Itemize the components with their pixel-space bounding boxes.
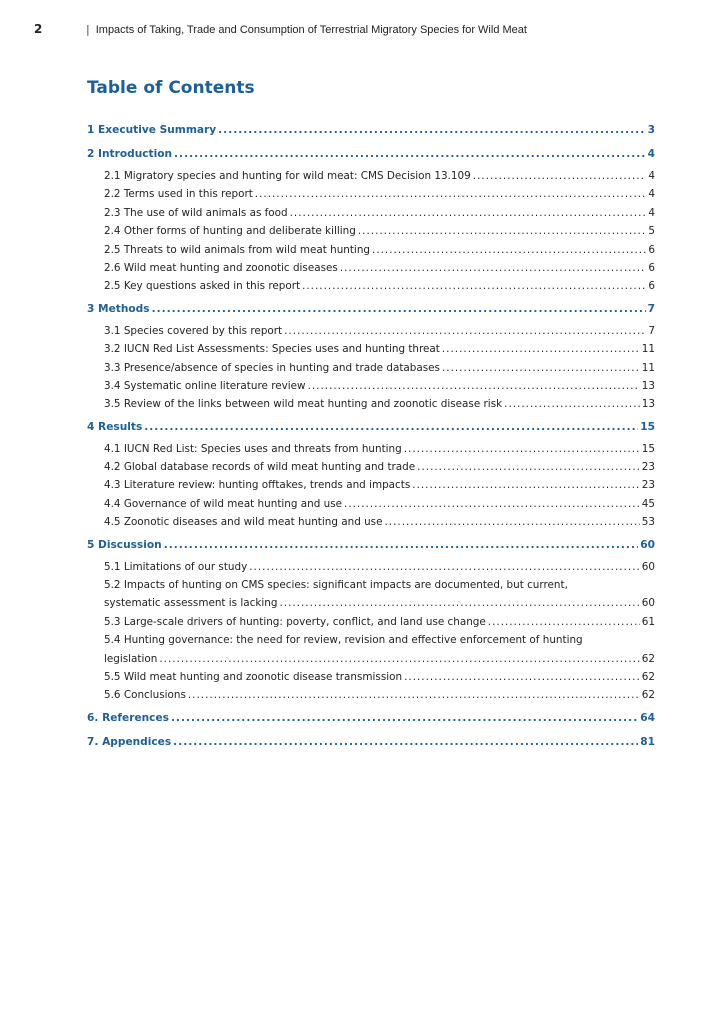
toc-subsection-list <box>87 167 655 296</box>
dot-leader <box>412 476 640 494</box>
page-number: 2 <box>34 22 43 36</box>
toc-subsection-entry[interactable] <box>87 558 655 576</box>
toc-section-heading[interactable] <box>87 121 655 145</box>
toc-entry-label: 4.4 Governance of wild meat hunting and use <box>104 497 343 510</box>
toc-page-number: 6 <box>648 261 655 274</box>
dot-leader <box>249 558 640 576</box>
dot-leader <box>159 650 639 668</box>
toc-page-number: 11 <box>641 343 655 356</box>
toc-entry-label: 3.4 Systematic online literature review <box>104 379 306 392</box>
toc-entry-label: 3.3 Presence/absence of species in hunting and trade databases <box>104 361 440 374</box>
toc-entry-label: 1 Executive Summary <box>87 124 217 136</box>
toc-subsection-entry[interactable] <box>87 259 655 277</box>
toc-entry-label: 5.6 Conclusions <box>104 689 186 702</box>
dot-leader <box>417 458 640 476</box>
toc-page-number: 62 <box>641 670 655 683</box>
toc-subsection-entry[interactable] <box>87 668 655 686</box>
dot-leader <box>218 121 645 139</box>
toc-subsection-entry[interactable] <box>87 476 655 494</box>
toc-entry-label: legislation <box>104 652 158 665</box>
toc-entry-label: 2.5 Threats to wild animals from wild meat hunting <box>104 243 371 256</box>
toc-page-number: 6 <box>648 280 655 293</box>
toc-subsection-entry[interactable] <box>87 613 655 631</box>
dot-leader <box>384 513 639 531</box>
toc-page-number: 15 <box>641 442 655 455</box>
toc-entry-label: 7. Appendices <box>87 735 172 748</box>
toc-section-heading[interactable] <box>87 733 655 757</box>
toc-page-number: 64 <box>640 711 655 724</box>
toc-entry-label: 5.2 Impacts of hunting on CMS species: significant impacts are documented, but current, <box>104 579 568 592</box>
toc-subsection-entry[interactable] <box>87 631 655 649</box>
toc-page-number: 62 <box>641 652 655 665</box>
dot-leader <box>255 185 647 203</box>
toc-subsection-entry[interactable] <box>87 277 655 295</box>
toc-subsection-entry[interactable] <box>87 340 655 358</box>
toc-page-number: 45 <box>641 497 655 510</box>
toc-subsection-entry[interactable] <box>87 495 655 513</box>
toc-subsection-entry[interactable] <box>87 395 655 413</box>
toc-page-number: 4 <box>648 206 655 219</box>
running-title: Impacts of Taking, Trade and Consumption of Terrestrial Migratory Species for Wild Meat <box>95 24 527 36</box>
toc-subsection-entry[interactable] <box>87 513 655 531</box>
toc-entry-label: 4 Results <box>87 420 143 433</box>
dot-leader <box>340 259 647 277</box>
dot-leader <box>488 613 640 631</box>
toc-entry-label: 2.4 Other forms of hunting and deliberate killing <box>104 225 356 238</box>
toc-section-heading[interactable] <box>87 300 655 324</box>
toc-subsection-entry[interactable] <box>87 576 655 594</box>
toc-subsection-entry[interactable] <box>87 440 655 458</box>
toc-subsection-entry[interactable] <box>87 686 655 704</box>
toc-page-number: 53 <box>641 516 655 529</box>
toc-entry-label: 5 Discussion <box>87 538 162 551</box>
dot-leader <box>152 300 646 318</box>
toc-page-number: 4 <box>648 188 655 201</box>
dot-leader <box>171 709 638 727</box>
toc-entry-label: 4.3 Literature review: hunting offtakes, trends and impacts <box>104 479 411 492</box>
toc-page-number: 13 <box>641 398 655 411</box>
toc-subsection-entry[interactable] <box>87 185 655 203</box>
dot-leader <box>144 418 638 436</box>
dot-leader <box>279 594 639 612</box>
toc-subsection-entry[interactable] <box>87 204 655 222</box>
toc-page-number: 4 <box>647 148 655 160</box>
toc-page-number: 3 <box>647 124 655 136</box>
dot-leader <box>188 686 640 704</box>
toc-entry-label: 2.3 The use of wild animals as food <box>104 206 288 219</box>
toc-entry-label: 5.3 Large-scale drivers of hunting: poverty, conflict, and land use change <box>104 615 486 628</box>
toc-entry-label: 2.6 Wild meat hunting and zoonotic diseases <box>104 261 338 274</box>
toc-entry-label: 5.5 Wild meat hunting and zoonotic disease transmission <box>104 670 403 683</box>
toc-page-number: 23 <box>641 479 655 492</box>
toc-entry-label: 6. References <box>87 711 169 724</box>
toc-entry-label: 4.2 Global database records of wild meat hunting and trade <box>104 461 416 474</box>
toc-entry-label: 3.5 Review of the links between wild meat hunting and zoonotic disease risk <box>104 398 503 411</box>
dot-leader <box>504 395 640 413</box>
toc-section-heading[interactable] <box>87 536 655 560</box>
toc-page-number: 61 <box>641 615 655 628</box>
table-of-contents <box>87 121 655 757</box>
toc-page-number: 5 <box>648 225 655 238</box>
toc-entry-label: 2.5 Key questions asked in this report <box>104 280 301 293</box>
toc-entry-label: 4.1 IUCN Red List: Species uses and threats from hunting <box>104 442 402 455</box>
toc-entry-label: 2.2 Terms used in this report <box>104 188 253 201</box>
toc-subsection-entry-continuation[interactable] <box>87 594 655 612</box>
dot-leader <box>404 440 640 458</box>
toc-entry-label: 4.5 Zoonotic diseases and wild meat hunting and use <box>104 516 383 529</box>
dot-leader <box>372 241 646 259</box>
toc-page-number: 13 <box>641 379 655 392</box>
dot-leader <box>284 322 646 340</box>
toc-entry-label: 5.4 Hunting governance: the need for review, revision and effective enforcement of hunting <box>104 634 583 647</box>
toc-subsection-entry[interactable] <box>87 167 655 185</box>
toc-subsection-entry-continuation[interactable] <box>87 650 655 668</box>
page-title: Table of Contents <box>87 78 255 98</box>
toc-page-number: 7 <box>648 324 655 337</box>
toc-subsection-list <box>87 440 655 532</box>
toc-page-number: 15 <box>640 420 655 433</box>
dot-leader <box>473 167 647 185</box>
toc-page-number: 60 <box>640 538 655 551</box>
toc-page-number: 6 <box>648 243 655 256</box>
toc-subsection-entry[interactable] <box>87 359 655 377</box>
dot-leader <box>164 536 639 554</box>
toc-section-heading[interactable] <box>87 145 655 169</box>
dot-leader <box>344 495 640 513</box>
toc-page-number: 60 <box>641 597 655 610</box>
running-header <box>34 22 527 36</box>
toc-subsection-entry[interactable] <box>87 222 655 240</box>
toc-subsection-entry[interactable] <box>87 241 655 259</box>
toc-subsection-entry[interactable] <box>87 322 655 340</box>
dot-leader <box>442 359 640 377</box>
dot-leader <box>404 668 640 686</box>
toc-section-heading[interactable] <box>87 418 655 442</box>
toc-page-number: 60 <box>641 560 655 573</box>
dot-leader <box>308 377 640 395</box>
dot-leader <box>358 222 647 240</box>
dot-leader <box>173 733 638 751</box>
toc-section-heading[interactable] <box>87 709 655 733</box>
dot-leader <box>290 204 647 222</box>
toc-entry-label: 3.1 Species covered by this report <box>104 324 283 337</box>
toc-subsection-list <box>87 558 655 705</box>
toc-page-number: 11 <box>641 361 655 374</box>
toc-page-number: 7 <box>647 302 655 315</box>
toc-subsection-entry[interactable] <box>87 458 655 476</box>
toc-entry-label: 2 Introduction <box>87 148 173 160</box>
toc-subsection-list <box>87 322 655 414</box>
toc-page-number: 23 <box>641 461 655 474</box>
toc-entry-label: 5.1 Limitations of our study <box>104 560 248 573</box>
toc-entry-label: 2.1 Migratory species and hunting for wild meat: CMS Decision 13.109 <box>104 170 471 182</box>
toc-subsection-entry[interactable] <box>87 377 655 395</box>
dot-leader <box>442 340 640 358</box>
toc-entry-label: 3 Methods <box>87 302 150 315</box>
toc-entry-label: systematic assessment is lacking <box>104 597 278 610</box>
toc-page-number: 4 <box>648 170 655 182</box>
toc-page-number: 62 <box>641 689 655 702</box>
toc-page-number: 81 <box>640 735 655 748</box>
dot-leader <box>174 145 646 163</box>
dot-leader <box>302 277 646 295</box>
toc-entry-label: 3.2 IUCN Red List Assessments: Species uses and hunting threat <box>104 343 440 356</box>
header-separator: | <box>86 23 90 36</box>
